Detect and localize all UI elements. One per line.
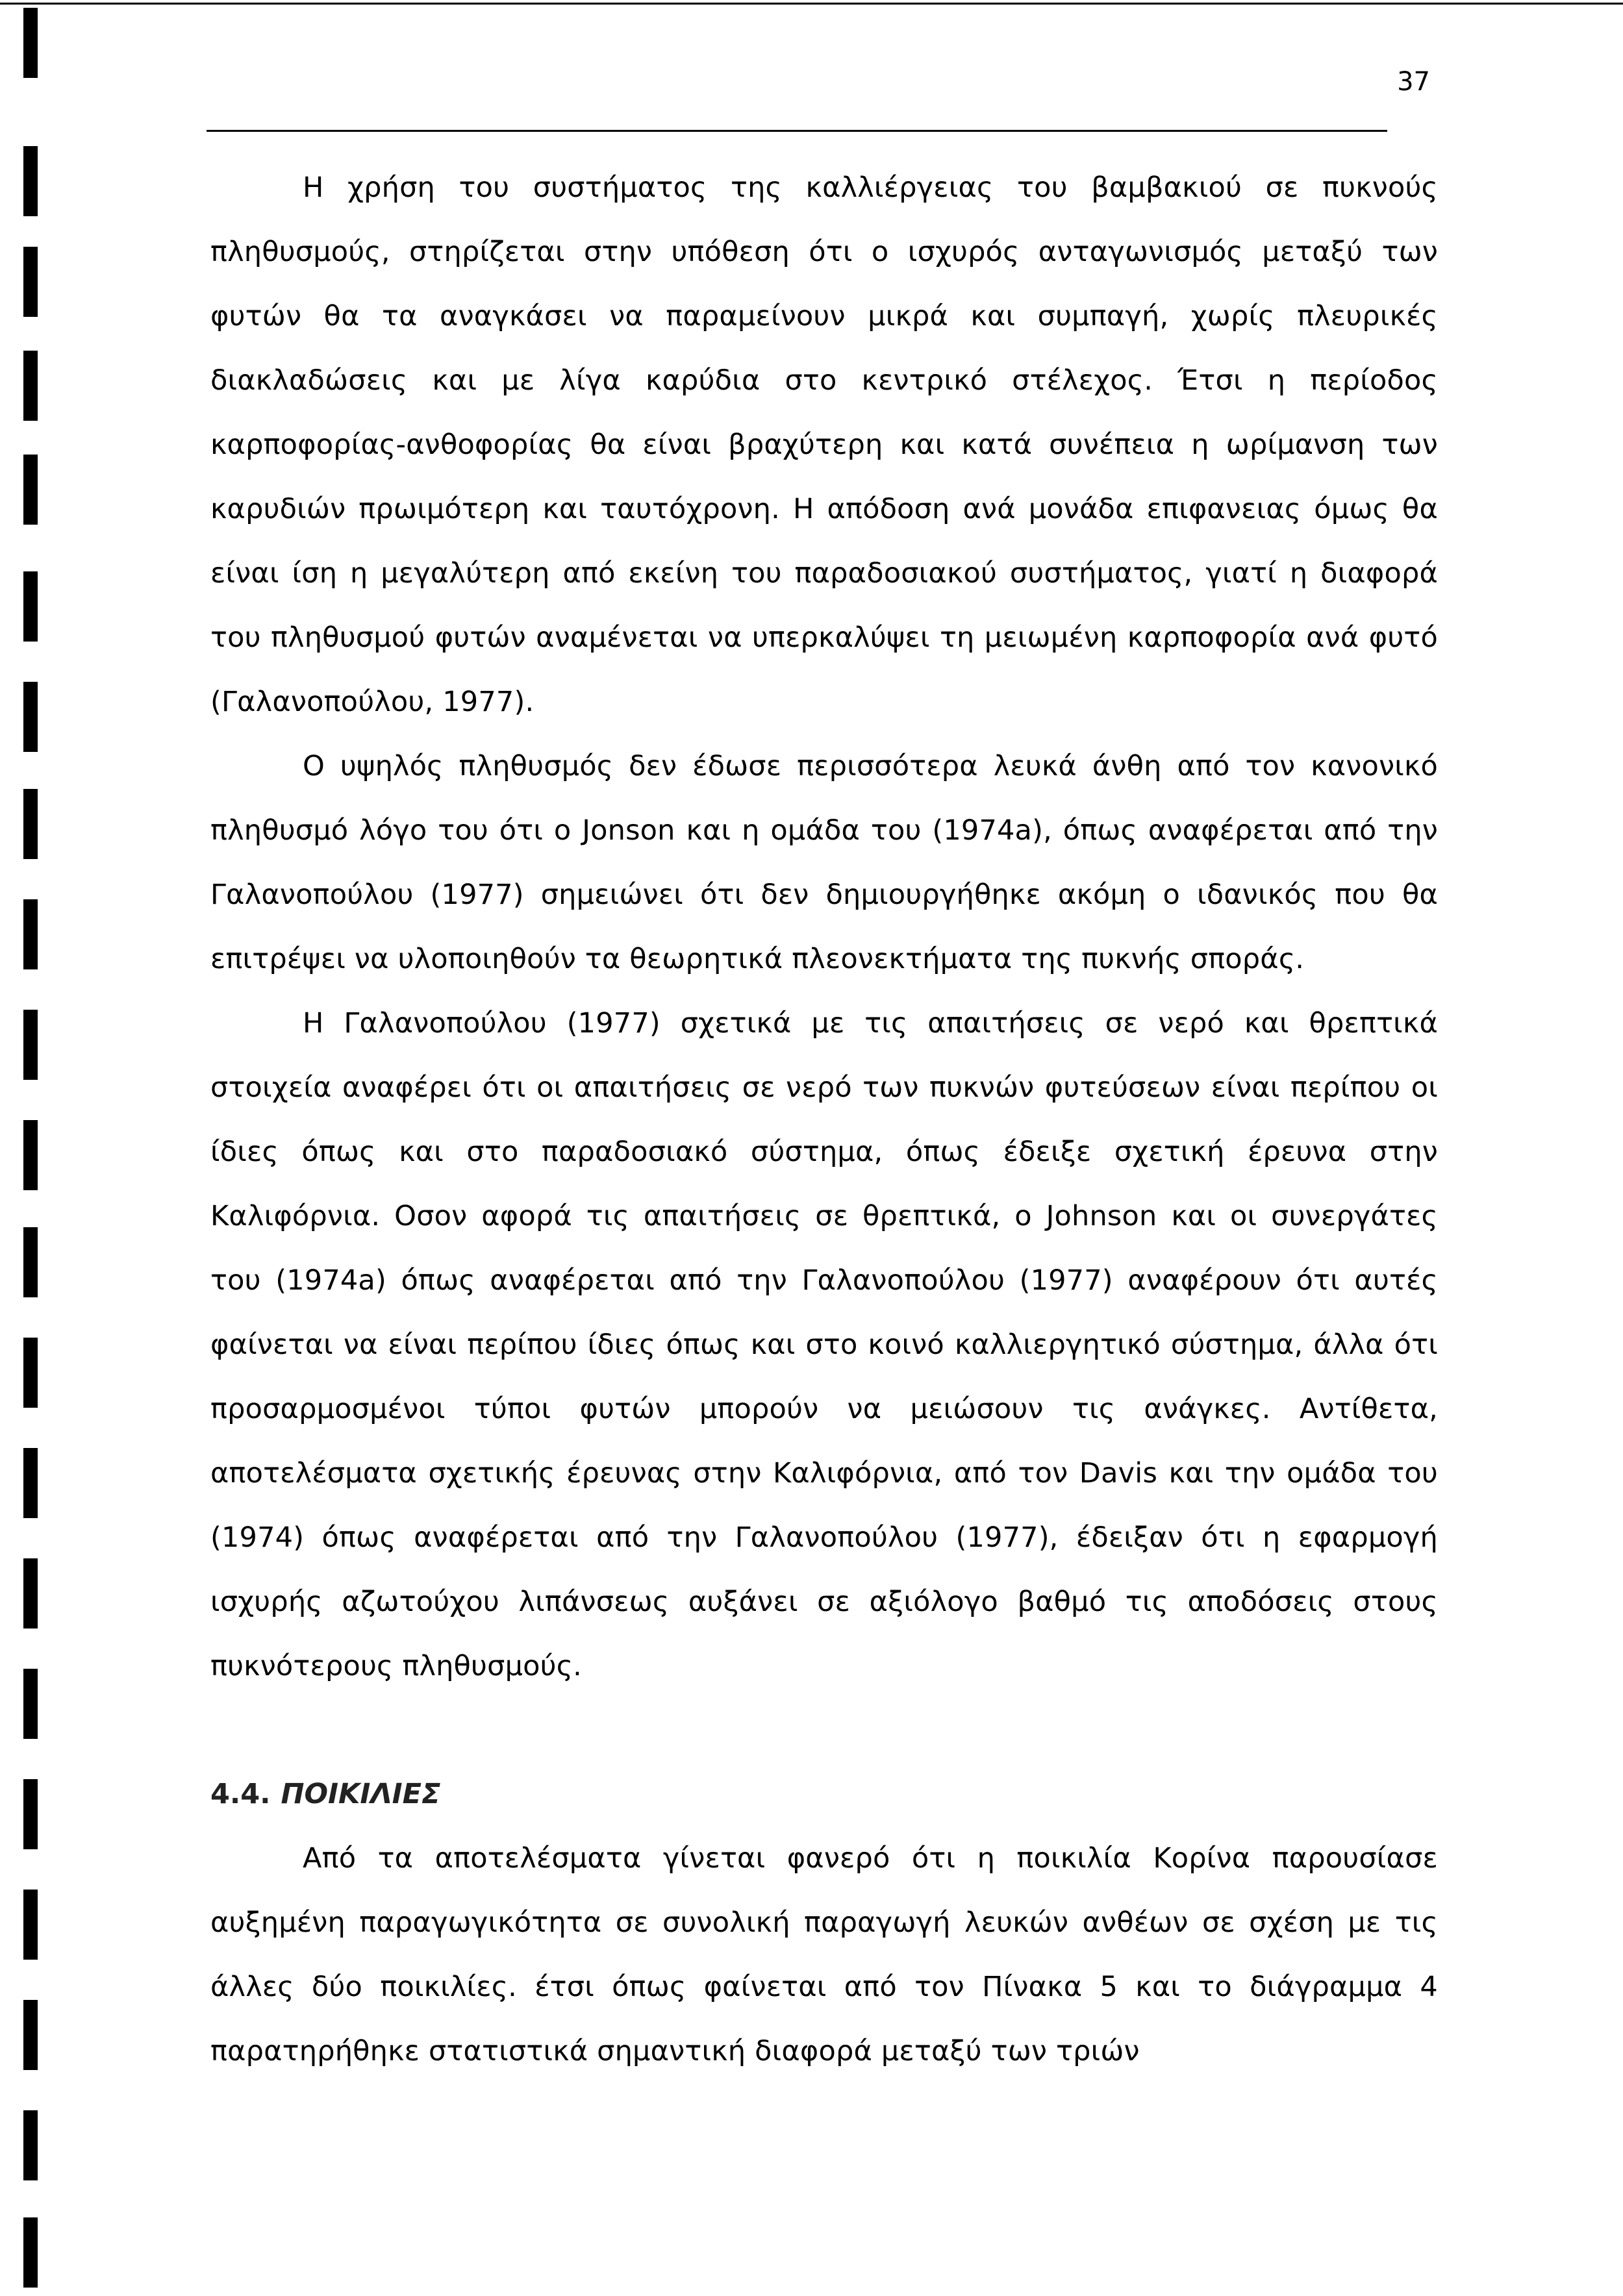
section-number: 4.4. — [210, 1778, 271, 1810]
body-paragraph: Η Γαλανοπούλου (1977) σχετικά με τις απαιτήσεις σε νερό και θρεπτικά στοιχεία αναφέρει ότι οι απαιτήσεις σε νερό των πυκνών φυτεύσεων είναι περίπου οι ίδιες όπως και στο παραδοσιακό σύστημα, όπως έδειξε σχετική έρευνα στην Καλιφόρνια. Οσον αφορά τις απαιτήσεις σε θρεπτικά, ο Johnson και οι συνεργάτες του (1974a) όπως αναφέρεται από την Γαλανοπούλου (1977) αναφέρουν ότι αυτές φαίνεται να είναι περίπου ίδιες όπως και στο κοινό καλλιεργητικό σύστημα, άλλα ότι προσαρμοσμένοι τύποι φυτών μπορούν να μειώσουν τις ανάγκες. Αντίθετα, αποτελέσματα σχετικής έρευνας στην Καλιφόρνια, από τον Davis και την ομάδα του (1974) όπως αναφέρεται από την Γαλανοπούλου (1977), έδειξαν ότι η εφαρμογή ισχυρής αζωτούχου λιπάνσεως αυξάνει σε αξιόλογο βαθμό τις αποδόσεις στους πυκνότερους πληθυσμούς. — [210, 1007, 1438, 1682]
page-body — [210, 156, 1438, 2084]
header-rule — [207, 130, 1387, 132]
binding-mark — [23, 146, 38, 216]
binding-mark — [23, 2217, 38, 2288]
body-paragraph: Ο υψηλός πληθυσμός δεν έδωσε περισσότερα λευκά άνθη από τον κανονικό πληθυσμό λόγο του ότι ο Jonson και η ομάδα του (1974a), όπως αναφέρεται από την Γαλανοπούλου (1977) σημειώνει ότι δεν δημιουργήθηκε ακόμη ο ιδανικός που θα επιτρέψει να υλοποιηθούν τα θεωρητικά πλεονεκτήματα της πυκνής σποράς. — [210, 750, 1438, 975]
section-title: ΠΟΙΚΙΛΙΕΣ — [281, 1778, 441, 1810]
binding-mark — [23, 789, 38, 859]
binding-mark — [23, 247, 38, 317]
section-heading — [210, 1762, 1438, 1827]
binding-mark — [23, 1890, 38, 1960]
binding-mark — [23, 1227, 38, 1297]
binding-mark — [23, 682, 38, 752]
binding-mark — [23, 571, 38, 642]
page-number: 37 — [1397, 67, 1430, 97]
binding-mark — [23, 1669, 38, 1739]
body-paragraph: Η χρήση του συστήματος της καλλιέργειας του βαμβακιού σε πυκνούς πληθυσμούς, στηρίζεται στην υπόθεση ότι ο ισχυρός ανταγωνισμός μεταξύ των φυτών θα τα αναγκάσει να παραμείνουν μικρά και συμπαγή, χωρίς πλευρικές διακλαδώσεις και με λίγα καρύδια στο κεντρικό στέλεχος. Έτσι η περίοδος καρποφορίας-ανθοφορίας θα είναι βραχύτερη και κατά συνέπεια η ωρίμανση των καρυδιών πρωιμότερη και ταυτόχρονη. Η απόδοση ανά μονάδα επιφανειας όμως θα είναι ίση η μεγαλύτερη από εκείνη του παραδοσιακού συστήματος, γιατί η διαφορά του πληθυσμού φυτών αναμένεται να υπερκαλύψει τη μειωμένη καρποφορία ανά φυτό (Γαλανοπούλου, 1977). — [210, 171, 1438, 718]
binding-mark — [23, 2000, 38, 2070]
binding-mark — [23, 2110, 38, 2180]
binding-marks — [23, 0, 49, 2296]
binding-mark — [23, 1779, 38, 1849]
binding-mark — [23, 899, 38, 969]
binding-mark — [23, 1558, 38, 1628]
binding-mark — [23, 1120, 38, 1190]
binding-mark — [23, 1010, 38, 1080]
binding-mark — [23, 351, 38, 421]
binding-mark — [23, 8, 38, 78]
section-paragraph: Από τα αποτελέσματα γίνεται φανερό ότι η ποικιλία Κορίνα παρουσίασε αυξημένη παραγωγικότητα σε συνολική παραγωγή λευκών ανθέων σε σχέση με τις άλλες δύο ποικιλίες. έτσι όπως φαίνεται από τον Πίνακα 5 και το διάγραμμα 4 παρατηρήθηκε στατιστικά σημαντική διαφορά μεταξύ των τριών — [210, 1842, 1438, 2067]
binding-mark — [23, 1448, 38, 1518]
scan-top-edge — [0, 3, 1623, 5]
binding-mark — [23, 1338, 38, 1408]
binding-mark — [23, 455, 38, 525]
